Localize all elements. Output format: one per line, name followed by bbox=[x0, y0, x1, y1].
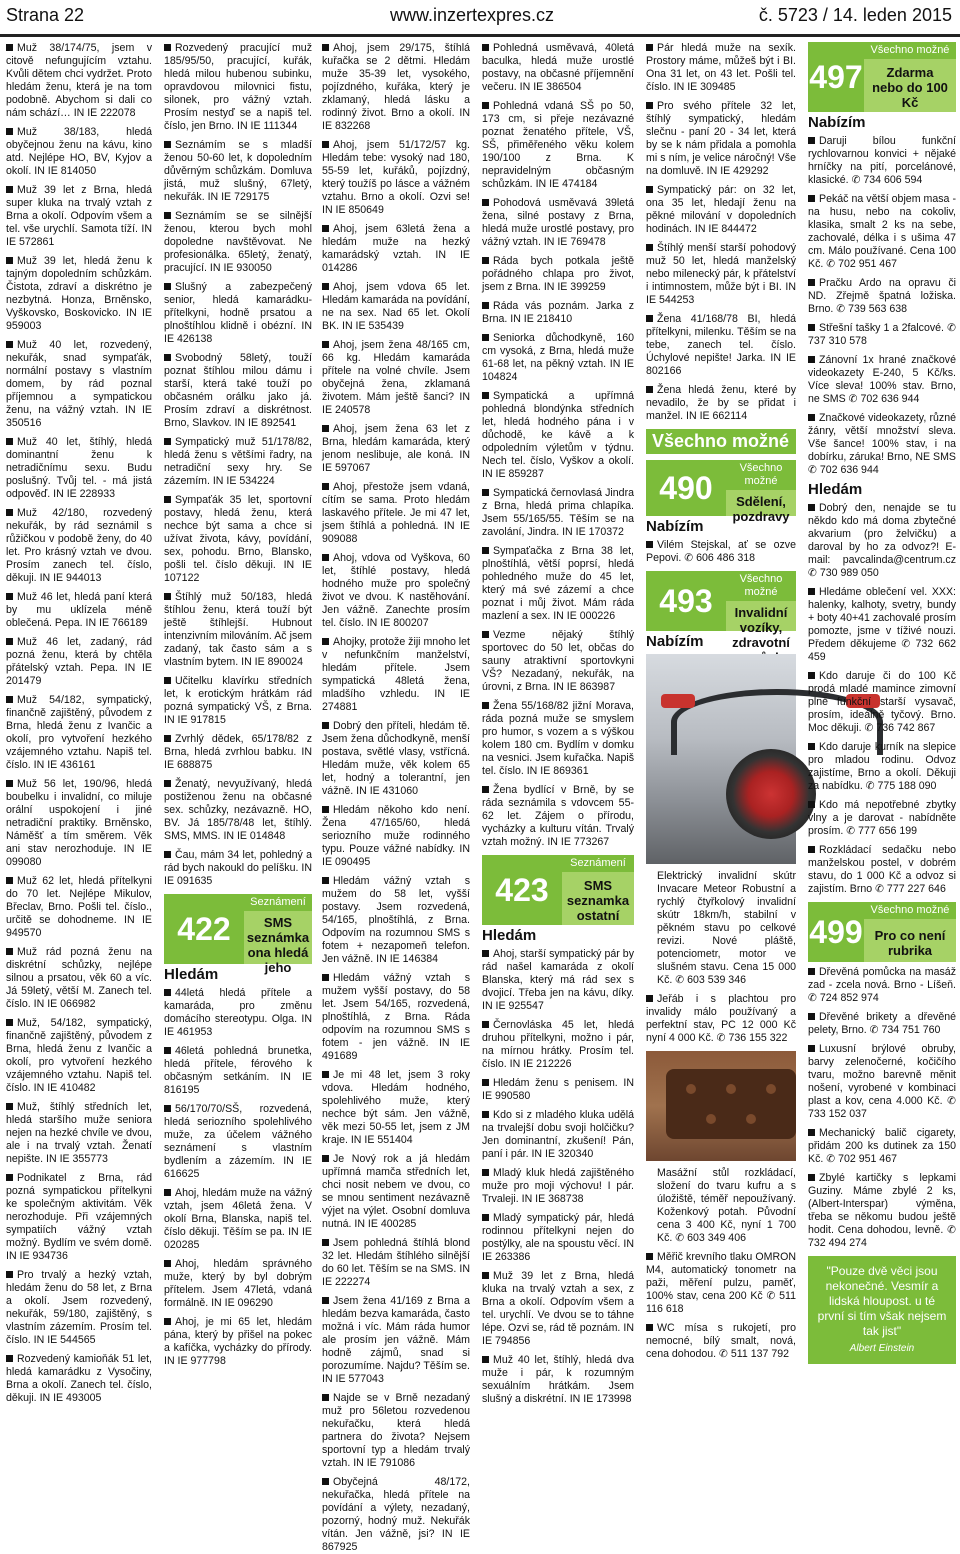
column-4 bbox=[482, 42, 634, 1548]
classified-ad: Muž 40 let, štíhlý, hledá dva muže i pár, k rozumným sexuálním hrátkám. Jsem slušný a diskrétní. IN IE 173998 bbox=[482, 1354, 634, 1405]
classified-ad: Hledám ženu s penisem. IN IE 990580 bbox=[482, 1077, 634, 1102]
classified-ad: Ahoj, hledám muže na vážný vztah, jsem 46letá žena. V okolí Brna, Blanska, napiš tel. číslo děkuji. Těším se pa. IN IE 020285 bbox=[164, 1187, 312, 1251]
classified-ad: Pro trvalý a hezký vztah, hledám ženu do 58 let, z Brna a okolí. Jsem rozvedený, nekuřák, 59/180, zajištěný, s vlastním zázemím. Prosím tel. číslo. IN IE 544565 bbox=[6, 1269, 152, 1346]
classified-ad: 56/170/70/SŠ, rozvedená, hledá seriozního spolehlivého muže, za účelem vážného seznámení s vlastním bydlením a zázemím. IN IE 616625 bbox=[164, 1103, 312, 1180]
classified-ad: WC mísa s rukojetí, pro nemocné, bílý smalt, nová, cena dohodou. ✆ 511 137 792 bbox=[646, 1322, 796, 1360]
site-url[interactable]: www.inzertexpres.cz bbox=[390, 5, 555, 25]
classified-ad: Muž 46 let, hledá paní která by mu uklízela méně oblečená. Pepa. IN IE 766189 bbox=[6, 591, 152, 629]
classified-ad: Kdo daruje kurník na slepice pro mladou rodinu. Odvoz zajistíme, Brno a okolí. Děkuji za nabídku. ✆ 775 188 090 bbox=[808, 741, 956, 792]
rubric-title: Zdarma bbox=[886, 65, 934, 80]
classified-ad: Jsem žena 41/169 z Brna a hledám bezva kamaráda, často možná i víc. Mám ráda humor ale prosím jen vážně. Mám hodně zájmů, snad si porozumíme. Najdu? Těším se. IN IE 577043 bbox=[322, 1295, 470, 1385]
rubric-number: 490 bbox=[646, 460, 726, 516]
classified-ad: Mladý kluk hledá zajištěného muže pro moji výchovu! I pár. Trvaleji. IN IE 368738 bbox=[482, 1167, 634, 1205]
classified-ad: Rozvedený pracující muž 185/95/50, pracující, kuřák, hledá milou hubenou subinku, opravdovou milovnici fistu, silonek, pro vážný vztah. Prosím nestyď se a napiš tel. číslo, jen Brno. IN IE 111344 bbox=[164, 42, 312, 132]
classified-ad: Ahoj, jsem žena 63 let z Brna, hledám kamaráda, který jenom neslibuje, ale koná. IN IE 597067 bbox=[322, 423, 470, 474]
page-header bbox=[0, 0, 960, 30]
rubric-category: Všechno možné bbox=[726, 571, 796, 601]
classified-ad: Rozvedený kamioňák 51 let, hledá kamarádku z Vysočiny, Brna a okolí. Zanech tel. číslo, děkuji. IN IE 493005 bbox=[6, 1353, 152, 1404]
classified-ad: Ahoj, přestože jsem vdaná, cítím se sama. Proto hledám laskavého přítele. Je mi 47 let, jsem štíhlá a pohledná. IN IE 909088 bbox=[322, 481, 470, 545]
classified-ad: Pračku Ardo na opravu či ND. Zřejmě špatná ložiska. Brno. ✆ 739 563 638 bbox=[808, 277, 956, 315]
rubric-category: Seznámení bbox=[244, 894, 312, 911]
classified-ad: Střešní tašky 1 a 2falcové. ✆ 737 310 578 bbox=[808, 322, 956, 347]
classified-ad: Štíhlý muž 50/183, hledá štíhlou ženu, která touží být ještě štíhlejší. Hubnout intenzivním milováním. Ač jsem zadaný, tak často sám a s vlastním bytem. IN IE 890024 bbox=[164, 591, 312, 668]
classified-ad: Ráda bych potkala ještě pořádného chlapa pro život, jsem z Brna. IN IE 399259 bbox=[482, 255, 634, 293]
classified-ad: Ahoj, starší sympatický pár by rád našel kamaráda z okolí Blanska, který má rád sex s dvojicí. Třeba jen na kávu, díky. IN IE 925547 bbox=[482, 948, 634, 1012]
column-1 bbox=[6, 42, 152, 1548]
classified-ad: Ahojky, protože žiji mnoho let v nefunkčním manželství, hledám přítele. Jsem sympatická 48letá žena, mladšího vzhledu. IN IE 274881 bbox=[322, 636, 470, 713]
rubric-title: SMS seznámka bbox=[246, 915, 310, 945]
classified-ad: Dobrý den, nenajde se tu někdo kdo má doma zbytečné akvarium (pro želvičku) a daroval by ho za odvoz?! E-mail: pavcalinda@centrum.cz ✆ 730 989 050 bbox=[808, 502, 956, 579]
rubric-title: Pro co není bbox=[874, 927, 946, 943]
classified-ad: Muž 46 let, zadaný, rád pozná ženu, která by chtěla přátelský vztah. Pepa. IN IE 201479 bbox=[6, 636, 152, 687]
rubric-number: 423 bbox=[482, 855, 562, 925]
classified-ad: Muž, 54/182, sympatický, finančně zajištěný, původem z Brna, hledá ženu z Ivančic a okolí, pro vytvoření hezkého vzájemného vztahu. Napiš tel. číslo. IN IE 410482 bbox=[6, 1017, 152, 1094]
classified-ad: Značkové videokazety, různé žánry, větší množství sleva. Vše šance! 100% stav, i na dobírku, záruka! Brno, NE SMS ✆ 702 636 944 bbox=[808, 412, 956, 476]
classified-ad: Hledám vážný vztah s mužem vyšší postavy, do 58 let. Jsem 54/165, rozvedená, plnoštíhlá, z Brna. Ráda odpovím na rozumnou SMS s fotem - jen vážně. IN IE 491689 bbox=[322, 972, 470, 1062]
classified-ad: Černovláska 45 let, hledá druhou přítelkyni, možno i pár, na mírnou hrátky. Prosím tel. číslo. IN IE 212226 bbox=[482, 1019, 634, 1070]
classified-ad: Vezme nějaký štíhlý sportovec do 50 let, občas do sauny atraktivní sportovkyni VŠ? Nezadaný, nekuřák, na úrovni, z Brna. IN IE 863987 bbox=[482, 629, 634, 693]
section-vsechno-mozne: Všechno možné bbox=[646, 429, 796, 454]
classified-ad: Jsem pohledná štíhlá blond 32 let. Hledám štíhlého silnější do 60 let. Těším se na SMS. IN IE 222274 bbox=[322, 1237, 470, 1288]
classified-ad: Slušný a zabezpečený senior, hledá kamarádku-přítelkyni, hodně prsatou a plnoštíhlou klidně i obézní. IN IE 426138 bbox=[164, 281, 312, 345]
classified-ad: Učitelku klavírku středních let, k erotickým hrátkám rád pozná sympatický VŠ, z Brna. IN IE 917815 bbox=[164, 675, 312, 726]
classified-ad: Zvrhlý dědek, 65/178/82 z Brna, hledá zvrhlou babku. IN IE 688875 bbox=[164, 733, 312, 771]
classified-ad: Muž 38/174/75, jsem v citově nefungujícím vztahu. Kvůli dětem chci vydržet. Proto hledám ženu, která je na tom podobně. Abychom si dali co nám schází… IN IE 222078 bbox=[6, 42, 152, 119]
rubric-category: Seznámení bbox=[562, 855, 634, 872]
classified-ad: Sympaťačka z Brna 38 let, plnoštíhlá, větší poprsí, hledá pohledného muže do 45 let, který má své zázemí a chce poznat i můj život. Mám ráda mazlení a sex. IN IE 000226 bbox=[482, 545, 634, 622]
classified-ad: Sympatický pár: on 32 let, ona 35 let, hledají ženu na pěkné milování v dopoledních hodinách. IN IE 844472 bbox=[646, 184, 796, 235]
scooter-ad: Elektrický invalidní skútr Invacare Meteor Robustní a rychlý čtyřkolový invalidní skútr 18km/h, stabilní v pěkném stavu po celkové revizi. Nové pláště, potenciometr, motor ve slušném stavu. Cena 15 000 Kč. ✆ 603 539 346 bbox=[657, 870, 796, 986]
classified-ad: Svobodný 58letý, touží poznat štíhlou milou dámu i starší, která také touží po občasném orálku jako já. Prosím zdraví a diskrétnost. Brno, Slavkov. IN IE 892541 bbox=[164, 352, 312, 429]
classified-ad: Ahoj, vdova od Vyškova, 60 let, štíhlé postavy, hledá hodného muže pro společný život ve dvou. K nastěhování. Jen vážně. Zanechte prosím tel. číslo. IN IE 800207 bbox=[322, 552, 470, 629]
rubric-category: Všechno možné bbox=[864, 42, 956, 59]
classified-ad: Jeřáb i s plachtou pro invalidy málo používaný a perfektní stav, PC 12 000 Kč nyní 4 000 Kč. ✆ 736 155 322 bbox=[646, 993, 796, 1044]
classified-ad: Podnikatel z Brna, rád pozná sympatickou přítelkyni ke společným aktivitám. Věk nerozhoduje. Při vzájemných sympatiích vážný vztah možný. Bydlím ve svém domě. IN IE 934736 bbox=[6, 1172, 152, 1262]
rubric-subtitle: nebo do 100 Kč bbox=[872, 80, 948, 110]
column-5 bbox=[646, 42, 796, 1548]
scooter-grip-left bbox=[661, 694, 695, 708]
massage-table-pad bbox=[666, 1069, 796, 1139]
rubric-subtitle: ostatní bbox=[576, 908, 620, 923]
classified-ad: Zbylé kartičky s lepkami Guziny. Máme zbylé 2 ks, (Albert-Interspar) výměna, třeba se někomu budou ještě hodit. Cena dohodou, levně. ✆ 732 494 274 bbox=[808, 1172, 956, 1249]
massage-table-photo bbox=[646, 1051, 796, 1161]
classified-ad: Sympatická černovlasá Jindra z Brna, hledá prima chlapíka. Jsem 55/165/55. Těším se na zavolání, Jindra. IN IE 170372 bbox=[482, 487, 634, 538]
classified-ad: Hledám vážný vztah s mužem do 58 let, vyšší postavy. Jsem rozvedená, 54/165, plnoštíhlá, z Brna. Odpovím na rozumnou SMS s fotem + nezapomeň telefon. Jen vážně. IN IE 146384 bbox=[322, 875, 470, 965]
rubric-subtitle: rubrika bbox=[887, 942, 933, 958]
classified-ad: Rozkládací sedačku nebo manželskou postel, v dobrém stavu, do 1 000 Kč a odvoz si zajistím. Brno ✆ 777 227 646 bbox=[808, 844, 956, 895]
classified-ad: Muž 40 let, rozvedený, nekuřák, snad sympaťák, normální postavy s vlastním domem, by rád poznal příjemnou a sympatickou ženu, na vážný vztah. IN IE 350516 bbox=[6, 339, 152, 429]
rubric-title: Invalidní vozíky, bbox=[734, 605, 788, 635]
mobility-scooter-photo bbox=[646, 654, 796, 864]
classified-ad: Muž 39 let z Brna, hledá super kluka na trvalý vztah z Brna a okolí. Odpovím všem a tel. vše urychlí. Samota tíží. IN IE 572861 bbox=[6, 184, 152, 248]
classified-ad: Seznámím se se silnější ženou, kterou bych mohl dopoledne navštěvovat. Ne profesionálka. 65letý, ženatý, pracující. IN IE 930050 bbox=[164, 210, 312, 274]
classified-ad: Dřevěné brikety a dřevěné pelety, Brno. ✆ 734 751 760 bbox=[808, 1011, 956, 1036]
classified-ad: Dřevěná pomůcka na masáž zad - zcela nová. Brno - Líšeň. ✆ 724 852 974 bbox=[808, 966, 956, 1004]
rubric-number: 493 bbox=[646, 571, 726, 631]
classified-ad: Ahoj, je mi 65 let, hledám pána, který by přišel na pokec a kafíčka, vycházky do přírody. IN IE 977798 bbox=[164, 1316, 312, 1367]
section-nabizim-2: Nabízím bbox=[646, 633, 704, 650]
classified-ad: Ahoj, jsem 51/172/57 kg. Hledám tebe: vysoký nad 180, 55-59 let, kuřáků, pojízdný, který toužíš po lásce a vážném vztahu. Brno a okolí. Ozvi se! IN IE 850649 bbox=[322, 139, 470, 216]
classified-ad: Žena hledá ženu, které by nevadilo, že by se přidat i manžel. IN IE 662114 bbox=[646, 384, 796, 422]
classified-ad: Žena 41/168/78 BI, hledá přítelkyni, milenku. Těším se na tebe, zanech tel. číslo. Úchylové nepište! Jarka. IN IE 802166 bbox=[646, 313, 796, 377]
classified-ad: Muž 56 let, 190/96, hledá boubelku i invalidní, co miluje orální uspokojení i jiné netradiční praktiky. Brněnsko, Náměšť a tím směrem. Věk ani stav nerozhoduje. IN IE 099080 bbox=[6, 778, 152, 868]
rubric-number: 497 bbox=[808, 42, 864, 112]
classified-ad: Hledáme oblečení vel. XXX: halenky, kalhoty, svetry, bundy + boty 40+41 zachovalé prosím pomozte, jsme v tíživé nouzi. Předem děkujeme ✆ 732 662 459 bbox=[808, 586, 956, 663]
classified-ad: Je mi 48 let, jsem 3 roky vdova. Hledám hodného, spolehlivého muže, který nechce být sám. Jen vážně, věk mezi 50-55 let, jsem z JM kraje. IN IE 551404 bbox=[322, 1069, 470, 1146]
classified-ad: Muž rád pozná ženu na diskrétní schůzky, nejlépe silnou a prsatou, věk 60 a víc. Já 59letý, větší M. Zanech tel. číslo. IN IE 066982 bbox=[6, 946, 152, 1010]
classified-ad: Ahoj, jsem 29/175, štíhlá kuřačka se 2 dětmi. Hledám muže 35-39 let, vysokého, pojízdného, kuřáka, který je zklamaný, hledá lásku a rodinný život. Brno a okolí. IN IE 832268 bbox=[322, 42, 470, 132]
rubric-box-499 bbox=[808, 902, 956, 962]
classified-ad: 46letá pohledná brunetka, hledá přítele, férového k občasným setkáním. IN IE 816195 bbox=[164, 1045, 312, 1096]
classified-ad: Najde se v Brně nezadaný muž pro 56letou rozvedenou nekuřačku, která hledá partnera do života? Nejsem sportovní typ a hledám trvalý vztah. IN IE 791086 bbox=[322, 1392, 470, 1469]
classified-ad: Pohledná usměvavá, 40letá baculka, hledá muže urostlé postavy, na občasné příjemnění večeru. IN IE 386504 bbox=[482, 42, 634, 93]
classified-ad: 44letá hledá přítele a kamaráda, pro změnu domácího stereotypu. Olga. IN IE 461953 bbox=[164, 987, 312, 1038]
classified-ad: Štíhlý menší starší pohodový muž 50 let, hledá manželský nebo milenecký pár, k přátelství i intimnostem, může být i BI. IN IE 544253 bbox=[646, 242, 796, 306]
section-nabizim-3: Nabízím bbox=[808, 114, 866, 131]
classified-ad: Hledám někoho kdo není. Žena 47/165/60, hledá seriozního muže rodinného typu. Pouze vážné nabídky. IN IE 090495 bbox=[322, 804, 470, 868]
classified-ad: Ahoj, hledám správného muže, který by byl dobrým přítelem. Jsem 47letá, vdaná formálně. IN IE 096290 bbox=[164, 1258, 312, 1309]
rubric-box-423 bbox=[482, 855, 634, 925]
section-hledam-2: Hledám bbox=[482, 927, 537, 944]
rubric-box-497 bbox=[808, 42, 956, 112]
classified-ad: Seznámím se s mladší ženou 50-60 let, k dopoledním důvěrným schůzkám. Domluva jistá, muž slušný, 67letý, nekuřák. IN IE 729175 bbox=[164, 139, 312, 203]
classified-ad: Žena bydlící v Brně, by se ráda seznámila s vdovcem 55-62 let. Zájem o přírodu, vycházky a kulturu vítán. Trvalý vztah možný. IN IE 773267 bbox=[482, 784, 634, 848]
classified-ad: Muž 39 let, hledá ženu k tajným dopoledním schůzkám. Čistota, zdraví a diskrétno je nezbytná. Honza, Brněnsko, Vyškovsko, Boskovicko. IN IE 959003 bbox=[6, 255, 152, 332]
section-hledam: Hledám bbox=[164, 966, 219, 983]
classified-ad: Daruji bílou funkční rychlovarnou konvici + nějaké hrníčky na pití, porcelánové, klasické. ✆ 734 606 594 bbox=[808, 135, 956, 186]
rubric-number: 499 bbox=[808, 902, 864, 962]
classified-ad: Ahoj, jsem vdova 65 let. Hledám kamaráda na povídání, ne na sex. Nad 65 let. Okolí BK. IN IE 535439 bbox=[322, 281, 470, 332]
classified-ad: Mechanický balič cigarety, přidám 200 ks dutinek za 150 Kč. ✆ 702 951 467 bbox=[808, 1127, 956, 1165]
column-2 bbox=[164, 42, 312, 1548]
classified-ad: Pohodová usměvavá 39letá žena, silné postavy z Brna, hledá muže urostlé postavy, pro vážný vztah. IN IE 769478 bbox=[482, 197, 634, 248]
classified-ad: Muž 42/180, rozvedený nekuřák, by rád seznámil s růžičkou v podobě ženy, do 40 let. Pro krásný vztah ve dvou. Prosím zanech tel. číslo, děkuji. IN IE 944013 bbox=[6, 507, 152, 584]
classified-ad: Pohledná vdaná SŠ po 50, 173 cm, si přeje nezávazné poznat ženatého přítele, VŠ, SŠ, přiměřeného věku kolem 190/100 z Brna. K nepravidelným občasným schůzkám. IN IE 474184 bbox=[482, 100, 634, 190]
classified-ad: Kdo si z mladého kluka udělá na trvalejší dobu svoji holčičku? Jen dominantní, zkušení! Pán, paní i pár. IN IE 320340 bbox=[482, 1109, 634, 1160]
classified-ad: Muž 54/182, sympatický, finančně zajištěný, původem z Brna, hledá ženu z Ivančic a okolí, pro vytvoření hezkého vzájemného vztahu. Napiš tel. číslo. IN IE 436161 bbox=[6, 694, 152, 771]
classified-ad: Kdo daruje či do 100 Kč prodá mladé mamince zimovní plně funkční starší vysavač, prosím, ideálně tyčový. Brno. Moc děkuji. ✆ 736 742 867 bbox=[808, 670, 956, 734]
classified-ad: Muž, štíhlý středních let, hledá staršího muže seniora nejen na hezké chvíle ve dvou, ale i na trvalý vztah. Ženatí nepište. IN IE 355773 bbox=[6, 1101, 152, 1165]
rubric-subtitle: ona hledá jeho bbox=[247, 945, 309, 975]
classified-ad: Mladý sympatický pár, hledá rodinnou přítelkyni nejen do postýlky, ale na spoustu věcí. IN IE 263386 bbox=[482, 1212, 634, 1263]
classified-ad: Muž 38/183, hledá obyčejnou ženu na kávu, kino atd. Nejlépe HO, BV, Kyjov a okolí. IN IE 814050 bbox=[6, 126, 152, 177]
classified-ad: Luxusní brýlové obruby, barvy zelenočerné, kočičího tvaru, možno barevně měnit nošení, vyrobené v kombinaci plast a kov, cena 4.000 Kč. ✆ 733 152 037 bbox=[808, 1043, 956, 1120]
classified-ad: Měřič krevního tlaku OMRON M4, automatický tonometr na paži, měření pulzu, paměť, 100% stav, cena 200 Kč ✆ 511 116 618 bbox=[646, 1251, 796, 1315]
massage-table-ad: Masážní stůl rozkládací, složení do tvaru kufru a s úložiště, téměř nepoužívaný. Koženkový potah. Původní cena 3 400 Kč, nyní 1 700 Kč. ✆ 603 349 406 bbox=[657, 1167, 796, 1244]
classified-ad: Obyčejná 48/172, nekuřačka, hledá přítele na povídání a výlety, nezadaný, pozorný, hodný muž. Nekuřák vítán. Jen vážně, jsi? IN IE 867925 bbox=[322, 1476, 470, 1553]
classified-ad: Kdo má nepotřebné zbytky vlny a je darovat - nabídněte prosím. ✆ 777 656 199 bbox=[808, 799, 956, 837]
classified-ad: Je Nový rok a já hledám upřímná mamča středních let, chci nosit nebem ve dvou, co se mnou sentiment nezávazně výjet na výlet. Osobní domluva nutná. IN IE 400285 bbox=[322, 1153, 470, 1230]
classified-ad: Žena 55/168/82 jižní Morava, ráda pozná muže se smyslem pro humor, s vozem a s výškou kolem 180 cm. Bydlím v domku na vesnici. Jsem kuřačka. Napiš tel. číslo. IN IE 869361 bbox=[482, 700, 634, 777]
classified-ad: Čau, mám 34 let, pohledný a rád bych nakoukl do pelíšku. IN IE 091635 bbox=[164, 849, 312, 887]
classified-ad: Dobrý den příteli, hledám tě. Jsem žena důchodkyně, menší postava, světlé vlasy, vstřícná. Hledám muže, věk kolem 65 let, hodný a tolerantní, jen vážně. IN IE 431060 bbox=[322, 720, 470, 797]
quote-author: Albert Einstein bbox=[849, 1343, 915, 1354]
page-number: Strana 22 bbox=[6, 5, 85, 25]
classified-ad: Ráda vás poznám. Jarka z Brna. IN IE 218410 bbox=[482, 300, 634, 325]
classified-ad: Seniorka důchodkyně, 160 cm vysoká, z Brna, hledá muže 61-68 let, na pěkný vztah. IN IE 104824 bbox=[482, 332, 634, 383]
section-nabizim: Nabízím bbox=[646, 518, 704, 535]
classified-ad: Pár hledá muže na sexík. Prostory máme, můžeš být i BI. Ona 31 let, on 43 let. Pošli tel. číslo. IN IE 309485 bbox=[646, 42, 796, 93]
classified-ad: Sympatický muž 51/178/82, hledá ženu s většími řadry, na netradiční sexy hry. Se zázemím. IN IE 534224 bbox=[164, 436, 312, 487]
rubric-subtitle: zdravotní bbox=[732, 635, 790, 650]
scooter-wheel bbox=[726, 749, 816, 839]
classified-ad: Sympaťák 35 let, sportovní postavy, hledá ženu, která nechce být sama a chce si užívat života, kávy, povídání, sex, pohodu. Brno, Blansko, pošli tel. číslo děkuji. IN IE 107122 bbox=[164, 494, 312, 584]
column-6 bbox=[808, 42, 956, 1548]
rubric-category: Všechno možné bbox=[726, 460, 796, 490]
classified-ad: Ahoj, jsem žena 48/165 cm, 66 kg. Hledám kamaráda přítele na volné chvíle. Jsem obyčejná žena, zklamaná životem. Mám ještě šanci? IN IE 240578 bbox=[322, 339, 470, 416]
rubric-number: 422 bbox=[164, 894, 244, 964]
classified-ad: Muž 62 let, hledá přítelkyni do 70 let. Nejlépe Mikulov, Břeclav, Brno. Pošli tel. číslo., určitě se dohodneme. IN IE 949570 bbox=[6, 875, 152, 939]
quote-text: "Pouze dvě věci jsou nekonečné. Vesmír a lidská hloupost. u té první si tím však nejsem tak jist" bbox=[817, 1264, 947, 1338]
classified-ad: Vilém Stejskal, ať se ozve Pepovi. ✆ 606 486 318 bbox=[646, 539, 796, 564]
classified-ad: Zánovní 1x hrané značkové videokazety E-240, 5 Kč/ks. Více sleva! 100% stav. Brno, ne SMS ✆ 702 636 944 bbox=[808, 354, 956, 405]
classified-ad: Ženatý, nevyužívaný, hledá postiženou ženu na občasné sex. schůzky, nezávazně. HO, BV. Já 185/78/48 let, štíhlý. SMS, MMS. IN IE 014848 bbox=[164, 778, 312, 842]
header-rule bbox=[0, 34, 960, 37]
classified-ad: Sympatická a upřímná pohledná blondýnka středních let, hledá hodného pána i v důchodě, ke kávě a k odpoledním výletům v týdnu. Nech tel. číslo, Vyškov a okolí. IN IE 859287 bbox=[482, 390, 634, 480]
rubric-title: SMS seznamka bbox=[566, 878, 630, 908]
classified-ad: Ahoj, jsem 63letá žena a hledám muže na hezký kamarádský vztah. IN IE 014286 bbox=[322, 223, 470, 274]
rubric-category: Všechno možné bbox=[864, 902, 956, 919]
section-hledam-3: Hledám bbox=[808, 481, 863, 498]
rubric-title: Sdělení, pozdravy bbox=[732, 494, 790, 524]
rubric-box-490 bbox=[646, 460, 796, 524]
classified-ad: Muž 39 let z Brna, hledá kluka na trvalý vztah a sex, z Brna a okolí. Odpovím všem a tel. urychlí. Ve dvou se to táhne lépe. Ozvi se, rád tě poznám. IN IE 794856 bbox=[482, 1270, 634, 1347]
column-3 bbox=[322, 42, 470, 1553]
einstein-quote bbox=[808, 1256, 956, 1364]
classified-ad: Pekáč na větší objem masa - na husu, nebo na cokoliv, klasika, smalt 2 ks na sebe, zachovalé, délka i s ušima 47 cm. Málo používané. Cena 100 Kč. ✆ 702 951 467 bbox=[808, 193, 956, 270]
issue-date: č. 5723 / 14. leden 2015 bbox=[758, 5, 952, 25]
classified-ad: Pro svého přítele 32 let, štíhlý sympatický, hledám slečnu - paní 20 - 34 let, která by se k nám přidala a pomohla mi s ním, je velice náročný! Vše na domluvě. IN IE 429292 bbox=[646, 100, 796, 177]
classified-ad: Muž 40 let, štíhlý, hledá dominantní ženu k netradičnímu sexu. Budu poslušný. Tvůj tel. - má jistá odpověď. IN IE 228933 bbox=[6, 436, 152, 500]
